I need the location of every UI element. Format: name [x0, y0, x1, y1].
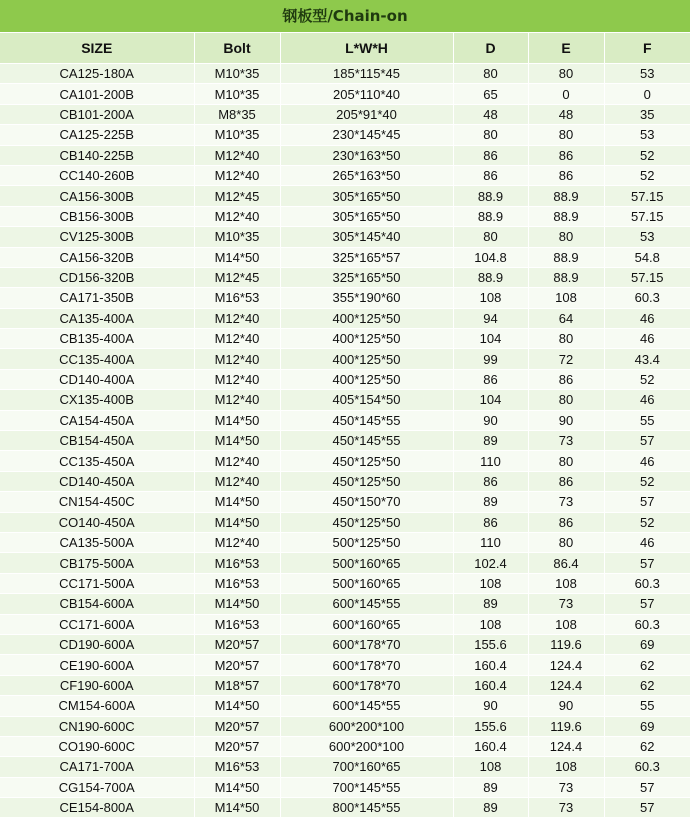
cell-size: CA125-225B: [0, 125, 194, 145]
header-size: SIZE: [0, 33, 194, 64]
cell-d: 99: [453, 349, 528, 369]
header-e: E: [528, 33, 604, 64]
cell-bolt: M12*45: [194, 267, 280, 287]
cell-e: 86: [528, 369, 604, 389]
cell-d: 160.4: [453, 675, 528, 695]
cell-e: 80: [528, 451, 604, 471]
cell-bolt: M14*50: [194, 247, 280, 267]
cell-e: 80: [528, 64, 604, 84]
cell-size: CB140-225B: [0, 145, 194, 165]
cell-size: CD156-320B: [0, 267, 194, 287]
cell-d: 80: [453, 125, 528, 145]
cell-e: 48: [528, 104, 604, 124]
cell-lwh: 600*160*65: [280, 614, 453, 634]
cell-f: 57: [604, 777, 690, 797]
cell-e: 108: [528, 288, 604, 308]
table-row: [0, 165, 690, 185]
cell-lwh: 400*125*50: [280, 329, 453, 349]
cell-bolt: M12*40: [194, 349, 280, 369]
cell-f: 53: [604, 125, 690, 145]
cell-e: 86: [528, 471, 604, 491]
cell-lwh: 305*165*50: [280, 206, 453, 226]
cell-lwh: 205*110*40: [280, 84, 453, 104]
cell-e: 73: [528, 492, 604, 512]
cell-bolt: M20*57: [194, 716, 280, 736]
cell-e: 86: [528, 145, 604, 165]
cell-bolt: M14*50: [194, 431, 280, 451]
cell-lwh: 500*160*65: [280, 553, 453, 573]
cell-d: 108: [453, 288, 528, 308]
cell-d: 86: [453, 369, 528, 389]
cell-e: 88.9: [528, 186, 604, 206]
cell-e: 124.4: [528, 736, 604, 756]
cell-bolt: M12*40: [194, 369, 280, 389]
table-row: [0, 84, 690, 104]
cell-size: CA154-450A: [0, 410, 194, 430]
cell-f: 60.3: [604, 288, 690, 308]
cell-size: CC135-400A: [0, 349, 194, 369]
cell-f: 57: [604, 431, 690, 451]
cell-lwh: 185*115*45: [280, 64, 453, 84]
cell-lwh: 230*163*50: [280, 145, 453, 165]
cell-size: CE190-600A: [0, 655, 194, 675]
cell-d: 108: [453, 614, 528, 634]
table-row: [0, 145, 690, 165]
cell-size: CD190-600A: [0, 634, 194, 654]
cell-d: 88.9: [453, 206, 528, 226]
cell-e: 108: [528, 757, 604, 777]
cell-f: 60.3: [604, 757, 690, 777]
cell-f: 46: [604, 308, 690, 328]
cell-lwh: 400*125*50: [280, 349, 453, 369]
cell-d: 155.6: [453, 716, 528, 736]
cell-d: 94: [453, 308, 528, 328]
cell-lwh: 450*145*55: [280, 431, 453, 451]
cell-f: 46: [604, 390, 690, 410]
cell-e: 90: [528, 410, 604, 430]
table-row: [0, 696, 690, 716]
table-title: 钢板型/Chain-on: [0, 0, 690, 33]
cell-lwh: 230*145*45: [280, 125, 453, 145]
cell-f: 57.15: [604, 206, 690, 226]
cell-d: 110: [453, 532, 528, 552]
spec-table: [0, 33, 690, 818]
cell-lwh: 450*150*70: [280, 492, 453, 512]
cell-lwh: 700*160*65: [280, 757, 453, 777]
header-d: D: [453, 33, 528, 64]
cell-bolt: M14*50: [194, 798, 280, 818]
cell-lwh: 305*145*40: [280, 227, 453, 247]
cell-lwh: 405*154*50: [280, 390, 453, 410]
cell-size: CA156-300B: [0, 186, 194, 206]
cell-size: CO190-600C: [0, 736, 194, 756]
cell-size: CC140-260B: [0, 165, 194, 185]
cell-bolt: M12*40: [194, 165, 280, 185]
table-row: [0, 655, 690, 675]
cell-d: 86: [453, 471, 528, 491]
cell-f: 46: [604, 451, 690, 471]
cell-size: CD140-400A: [0, 369, 194, 389]
cell-e: 86: [528, 165, 604, 185]
cell-e: 73: [528, 777, 604, 797]
cell-size: CE154-800A: [0, 798, 194, 818]
table-row: [0, 104, 690, 124]
cell-bolt: M12*40: [194, 206, 280, 226]
cell-size: CA171-350B: [0, 288, 194, 308]
cell-f: 46: [604, 329, 690, 349]
cell-e: 119.6: [528, 634, 604, 654]
table-row: [0, 675, 690, 695]
cell-bolt: M12*40: [194, 145, 280, 165]
cell-size: CB156-300B: [0, 206, 194, 226]
cell-d: 108: [453, 757, 528, 777]
table-row: [0, 471, 690, 491]
cell-lwh: 800*145*55: [280, 798, 453, 818]
cell-f: 57.15: [604, 267, 690, 287]
cell-f: 60.3: [604, 573, 690, 593]
cell-d: 160.4: [453, 736, 528, 756]
cell-size: CB135-400A: [0, 329, 194, 349]
cell-d: 80: [453, 227, 528, 247]
cell-size: CF190-600A: [0, 675, 194, 695]
cell-e: 88.9: [528, 267, 604, 287]
cell-lwh: 325*165*57: [280, 247, 453, 267]
cell-lwh: 305*165*50: [280, 186, 453, 206]
cell-d: 86: [453, 512, 528, 532]
cell-lwh: 325*165*50: [280, 267, 453, 287]
cell-f: 57: [604, 553, 690, 573]
cell-bolt: M14*50: [194, 410, 280, 430]
table-row: [0, 716, 690, 736]
table-row: [0, 349, 690, 369]
cell-lwh: 450*125*50: [280, 451, 453, 471]
cell-bolt: M14*50: [194, 512, 280, 532]
table-row: [0, 329, 690, 349]
cell-bolt: M10*35: [194, 84, 280, 104]
cell-e: 80: [528, 329, 604, 349]
cell-e: 73: [528, 431, 604, 451]
cell-bolt: M10*35: [194, 64, 280, 84]
cell-size: CA156-320B: [0, 247, 194, 267]
cell-f: 57: [604, 798, 690, 818]
cell-bolt: M14*50: [194, 777, 280, 797]
cell-d: 48: [453, 104, 528, 124]
table-row: [0, 288, 690, 308]
cell-d: 80: [453, 64, 528, 84]
table-row: [0, 431, 690, 451]
cell-f: 0: [604, 84, 690, 104]
table-row: [0, 125, 690, 145]
cell-e: 80: [528, 390, 604, 410]
cell-bolt: M18*57: [194, 675, 280, 695]
cell-d: 89: [453, 492, 528, 512]
cell-lwh: 355*190*60: [280, 288, 453, 308]
table-row: [0, 247, 690, 267]
table-row: [0, 553, 690, 573]
cell-e: 119.6: [528, 716, 604, 736]
cell-bolt: M16*53: [194, 288, 280, 308]
cell-bolt: M20*57: [194, 634, 280, 654]
cell-lwh: 600*145*55: [280, 696, 453, 716]
cell-bolt: M12*40: [194, 390, 280, 410]
header-lwh: L*W*H: [280, 33, 453, 64]
cell-d: 104.8: [453, 247, 528, 267]
cell-lwh: 400*125*50: [280, 369, 453, 389]
cell-lwh: 600*178*70: [280, 675, 453, 695]
cell-size: CC171-500A: [0, 573, 194, 593]
cell-bolt: M16*53: [194, 757, 280, 777]
cell-f: 54.8: [604, 247, 690, 267]
cell-size: CN154-450C: [0, 492, 194, 512]
cell-e: 124.4: [528, 675, 604, 695]
cell-e: 90: [528, 696, 604, 716]
table-row: [0, 451, 690, 471]
cell-e: 108: [528, 573, 604, 593]
cell-size: CN190-600C: [0, 716, 194, 736]
cell-size: CC171-600A: [0, 614, 194, 634]
table-row: [0, 594, 690, 614]
cell-e: 73: [528, 594, 604, 614]
cell-e: 124.4: [528, 655, 604, 675]
cell-bolt: M20*57: [194, 655, 280, 675]
cell-size: CM154-600A: [0, 696, 194, 716]
cell-f: 52: [604, 165, 690, 185]
cell-d: 89: [453, 777, 528, 797]
table-row: [0, 267, 690, 287]
cell-d: 108: [453, 573, 528, 593]
cell-f: 62: [604, 736, 690, 756]
cell-size: CA125-180A: [0, 64, 194, 84]
cell-f: 55: [604, 696, 690, 716]
cell-f: 69: [604, 634, 690, 654]
cell-f: 35: [604, 104, 690, 124]
cell-size: CB101-200A: [0, 104, 194, 124]
cell-f: 53: [604, 64, 690, 84]
cell-d: 104: [453, 390, 528, 410]
cell-bolt: M10*35: [194, 125, 280, 145]
cell-d: 88.9: [453, 267, 528, 287]
cell-f: 62: [604, 675, 690, 695]
cell-bolt: M14*50: [194, 492, 280, 512]
cell-size: CB175-500A: [0, 553, 194, 573]
cell-d: 86: [453, 165, 528, 185]
cell-lwh: 205*91*40: [280, 104, 453, 124]
cell-d: 90: [453, 410, 528, 430]
table-row: [0, 308, 690, 328]
cell-e: 72: [528, 349, 604, 369]
cell-lwh: 600*178*70: [280, 655, 453, 675]
cell-d: 65: [453, 84, 528, 104]
cell-e: 80: [528, 227, 604, 247]
table-row: [0, 573, 690, 593]
table-row: [0, 614, 690, 634]
cell-size: CO140-450A: [0, 512, 194, 532]
cell-f: 69: [604, 716, 690, 736]
table-row: [0, 186, 690, 206]
cell-size: CA135-400A: [0, 308, 194, 328]
cell-lwh: 400*125*50: [280, 308, 453, 328]
cell-size: CA101-200B: [0, 84, 194, 104]
cell-bolt: M12*40: [194, 308, 280, 328]
cell-f: 52: [604, 512, 690, 532]
cell-d: 89: [453, 594, 528, 614]
header-f: F: [604, 33, 690, 64]
cell-d: 155.6: [453, 634, 528, 654]
cell-e: 64: [528, 308, 604, 328]
table-row: [0, 634, 690, 654]
cell-e: 88.9: [528, 206, 604, 226]
cell-f: 53: [604, 227, 690, 247]
cell-e: 0: [528, 84, 604, 104]
cell-lwh: 265*163*50: [280, 165, 453, 185]
cell-size: CC135-450A: [0, 451, 194, 471]
table-row: [0, 390, 690, 410]
cell-lwh: 450*125*50: [280, 512, 453, 532]
cell-f: 52: [604, 145, 690, 165]
table-row: [0, 736, 690, 756]
table-row: [0, 410, 690, 430]
cell-lwh: 700*145*55: [280, 777, 453, 797]
cell-d: 110: [453, 451, 528, 471]
cell-bolt: M8*35: [194, 104, 280, 124]
cell-e: 88.9: [528, 247, 604, 267]
cell-lwh: 500*125*50: [280, 532, 453, 552]
cell-lwh: 500*160*65: [280, 573, 453, 593]
cell-lwh: 600*145*55: [280, 594, 453, 614]
cell-bolt: M14*50: [194, 696, 280, 716]
cell-size: CV125-300B: [0, 227, 194, 247]
cell-bolt: M12*40: [194, 329, 280, 349]
cell-f: 52: [604, 369, 690, 389]
cell-bolt: M10*35: [194, 227, 280, 247]
cell-f: 57.15: [604, 186, 690, 206]
header-bolt: Bolt: [194, 33, 280, 64]
cell-e: 108: [528, 614, 604, 634]
cell-e: 80: [528, 532, 604, 552]
table-body: [0, 64, 690, 818]
table-row: [0, 369, 690, 389]
cell-bolt: M16*53: [194, 614, 280, 634]
cell-d: 88.9: [453, 186, 528, 206]
cell-size: CB154-600A: [0, 594, 194, 614]
table-row: [0, 532, 690, 552]
cell-f: 43.4: [604, 349, 690, 369]
cell-d: 160.4: [453, 655, 528, 675]
cell-e: 86: [528, 512, 604, 532]
cell-size: CA135-500A: [0, 532, 194, 552]
cell-f: 55: [604, 410, 690, 430]
cell-bolt: M12*40: [194, 471, 280, 491]
cell-f: 57: [604, 594, 690, 614]
table-row: [0, 227, 690, 247]
cell-lwh: 600*178*70: [280, 634, 453, 654]
cell-lwh: 600*200*100: [280, 736, 453, 756]
table-row: [0, 757, 690, 777]
table-row: [0, 206, 690, 226]
cell-size: CX135-400B: [0, 390, 194, 410]
cell-e: 73: [528, 798, 604, 818]
table-row: [0, 798, 690, 818]
cell-f: 57: [604, 492, 690, 512]
cell-lwh: 600*200*100: [280, 716, 453, 736]
cell-bolt: M16*53: [194, 553, 280, 573]
cell-bolt: M16*53: [194, 573, 280, 593]
table-row: [0, 64, 690, 84]
cell-d: 86: [453, 145, 528, 165]
table-row: [0, 492, 690, 512]
cell-lwh: 450*145*55: [280, 410, 453, 430]
cell-d: 104: [453, 329, 528, 349]
cell-f: 46: [604, 532, 690, 552]
cell-f: 52: [604, 471, 690, 491]
cell-e: 80: [528, 125, 604, 145]
cell-size: CB154-450A: [0, 431, 194, 451]
cell-bolt: M14*50: [194, 594, 280, 614]
cell-size: CA171-700A: [0, 757, 194, 777]
cell-bolt: M12*45: [194, 186, 280, 206]
table-row: [0, 777, 690, 797]
cell-d: 102.4: [453, 553, 528, 573]
header-row: [0, 33, 690, 64]
cell-bolt: M20*57: [194, 736, 280, 756]
cell-size: CD140-450A: [0, 471, 194, 491]
cell-f: 62: [604, 655, 690, 675]
cell-e: 86.4: [528, 553, 604, 573]
cell-size: CG154-700A: [0, 777, 194, 797]
table-row: [0, 512, 690, 532]
cell-bolt: M12*40: [194, 451, 280, 471]
cell-lwh: 450*125*50: [280, 471, 453, 491]
cell-f: 60.3: [604, 614, 690, 634]
cell-d: 89: [453, 431, 528, 451]
cell-d: 89: [453, 798, 528, 818]
cell-bolt: M12*40: [194, 532, 280, 552]
cell-d: 90: [453, 696, 528, 716]
